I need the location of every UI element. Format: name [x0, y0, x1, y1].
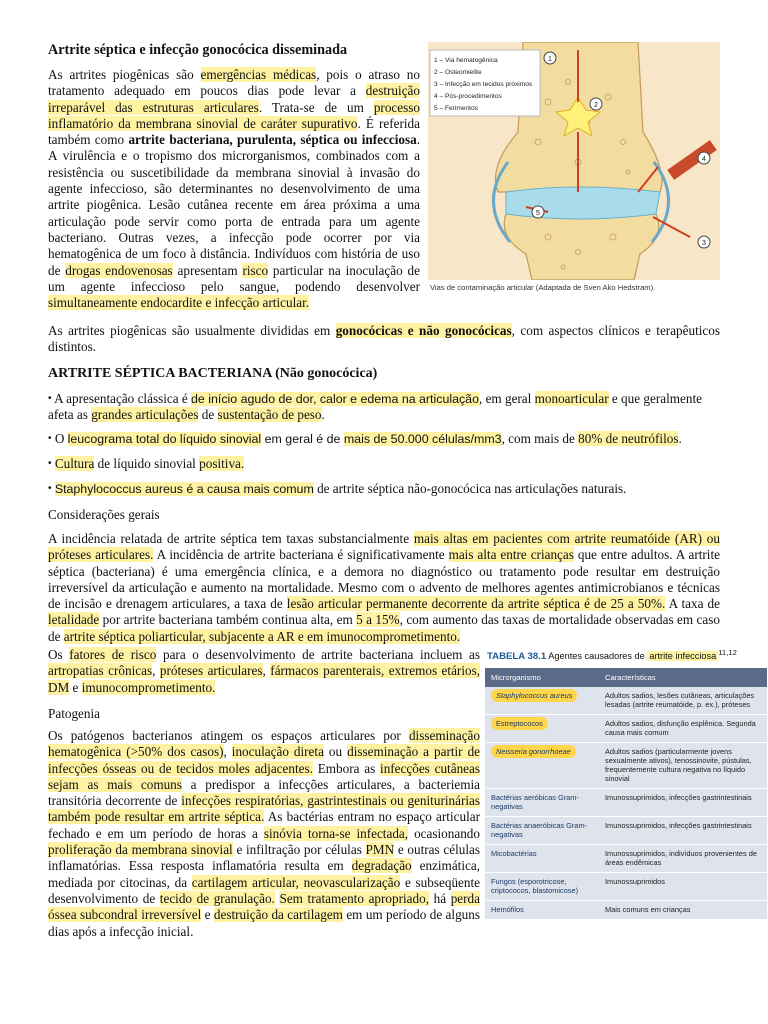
organism-cell: Bactérias anaeróbicas Gram-negativas [485, 817, 599, 845]
highlight: leucograma total do líquido sinovial [67, 432, 262, 446]
highlight: artropatias crônicas [48, 663, 153, 679]
highlight: mais de 50.000 células/mm3 [343, 432, 502, 446]
description-cell: Mais comuns em crianças [599, 901, 767, 920]
table-label: TABELA 38.1 [487, 651, 547, 663]
organism-cell: Fungos (esporotricose, criptococos, blastomicose) [485, 873, 599, 901]
legend-item: 2 – Osteomielite [434, 69, 482, 76]
table-caption: TABELA 38.1 Agentes causadores de artrite infecciosa $^{11,12}$ [487, 648, 737, 663]
table-header: Microrganismo [491, 673, 541, 683]
highlight: lesão articular permanente decorrente da artrite séptica é de 25 a 50%. [286, 596, 666, 612]
highlight: monoarticular [534, 391, 609, 406]
highlight: risco [242, 262, 269, 278]
description-cell: Adultos sadios, lesões cutâneas, articulações lesadas (artrite reumatóide, p. ex.), próteses [599, 687, 767, 715]
highlight: letalidade [48, 612, 100, 628]
highlight: mais alta entre crianças [448, 547, 574, 563]
highlight: degradação [351, 858, 412, 874]
risk-factors-paragraph: Os fatores de risco para o desenvolvimento de artrite bacteriana incluem as artropatias crônicas, próteses articulares, fármacos parenterais, extremos etários, DM e imunocomprometimento. [48, 647, 481, 695]
highlight: perda óssea subcondral irreversível [48, 890, 480, 923]
highlight: próteses articulares [159, 663, 263, 679]
highlight: infecções respiratórias, gastrintestinais ou geniturinárias também pode resultar em artrite séptica. [48, 793, 480, 825]
table-row [485, 743, 767, 789]
highlight: Sem tratamento apropriado, [279, 890, 429, 906]
description-cell: Adultos sadios (particularmente jovens sexualmente ativos), tenossinovite, pústulas, frequentemente cultura negativa no líquido sinovial [599, 743, 767, 789]
figure-caption: Vias de contaminação articular (Adaptada de Sven Ako Hedstram). [430, 283, 656, 292]
highlight: artrite séptica poliarticular, subjacente a AR e em imunocomprometimento. [63, 628, 461, 644]
table-row [485, 789, 767, 817]
legend-item: 1 – Via hematogênica [434, 57, 498, 64]
marker: 3 [702, 240, 706, 247]
considerations-title: Considerações gerais [48, 507, 160, 522]
highlight: infecções cutâneas sejam as mais comuns [48, 760, 481, 792]
highlight: de início agudo de dor, calor e edema na articulação [191, 392, 479, 406]
organism-cell: Micobactérias [485, 845, 599, 873]
highlight: fármacos parenterais, extremos etários, DM [48, 663, 481, 695]
highlight: inoculação direta [231, 744, 324, 760]
highlight: destruição irreparável das estruturas articulares [48, 83, 420, 115]
highlight: imunocomprometimento. [81, 679, 216, 695]
document-title: Artrite séptica e infecção gonocócica disseminada [48, 42, 348, 58]
pathogenesis-paragraph: Os patógenos bacterianos atingem os espaços articulares por disseminação hematogênica (>50% dos casos), inoculação direta ou disseminação a partir de infecções ósseas ou de tecidos moles adjacentes. Embora as infecções cutâneas sejam as mais comuns a predispor a infecções articulares, a bacteriemia transitória decorrente de infecções respiratórias, gastrintestinais ou geniturinárias também pode resultar em artrite séptica. As bactérias entram no espaço articular fechado e em um período de horas a sinóvia torna-se infectada, ocasionando proliferação da membrana sinovial e infiltração por células PMN e outras células inflamatórias. Essa resposta inflamatória resulta em degradação enzimática, mediada por citocinas, da cartilagem articular, neovascularização e subseqüente desenvolvimento de tecido de granulação. Sem tratamento apropriado, há perda óssea subcondral irreversível e destruição da cartilagem em um período de alguns dias após a infecção inicial. [48, 728, 481, 939]
table-row [485, 715, 767, 743]
table-row [485, 873, 767, 901]
description-cell: Imunossuprimidos, infecções gastrintestinais [599, 817, 767, 845]
legend-item: 3 – Infecção em tecidos próximos [434, 81, 533, 88]
organism-cell: Staphylococcus aureus [491, 689, 577, 702]
highlight: sustentação de peso [217, 407, 322, 423]
pathogenesis-title: Patogenia [48, 706, 101, 721]
highlight: emergências médicas [200, 67, 317, 82]
organism-cell: Neisseria gonorrhoeae [491, 745, 576, 758]
organism-cell: Estreptococos [491, 717, 548, 730]
description-cell: Adultos sadios, disfunção esplênica. Segunda causa mais comum [599, 715, 767, 743]
table-row [485, 817, 767, 845]
highlight: 80% de neutrófilos [578, 431, 679, 446]
highlight: fatores de risco [69, 647, 157, 662]
marker: 4 [702, 156, 706, 163]
table-header: Características [605, 673, 656, 683]
highlight: tecido de granulação. [159, 890, 275, 906]
bullet-item: • Cultura de líquido sinovial positiva. [48, 456, 245, 471]
marker: 2 [594, 102, 598, 109]
table-row [485, 901, 767, 920]
highlight: destruição da cartilagem [213, 907, 343, 923]
organism-cell: Hemófilos [485, 901, 599, 920]
bullet-item: • Staphylococcus aureus é a causa mais comum de artrite séptica não-gonocócica nas articulações naturais. [48, 481, 627, 496]
causative-agents-table [485, 648, 767, 920]
highlight: drogas endovenosas [65, 262, 173, 278]
highlight: PMN [365, 842, 395, 858]
bold-term: artrite bacteriana, purulenta, séptica ou infecciosa [128, 132, 417, 148]
highlight: processo inflamatório da membrana sinovial de caráter supurativo [48, 99, 420, 131]
legend-item: 4 – Pós-procedimentos [434, 93, 502, 100]
highlight: Cultura [54, 456, 95, 471]
classification-paragraph: As artrites piogênicas são usualmente divididas em gonocócicas e não gonocócicas, com aspectos clínicos e terapêuticos distintos. [48, 323, 721, 355]
joint-contamination-figure [428, 42, 720, 280]
highlight: simultaneamente endocardite e infecção articular. [48, 295, 310, 311]
table-row [485, 687, 767, 715]
highlight: artrite infecciosa [649, 651, 717, 662]
highlight: gonocócicas e não gonocócicas [335, 323, 512, 338]
description-cell: Imunossuprimidos, infecções gastrintestinais [599, 789, 767, 817]
highlight: cartilagem articular, neovascularização [191, 874, 401, 890]
considerations-paragraph: A incidência relatada de artrite séptica tem taxas substancialmente mais altas em pacientes com artrite reumatóide (AR) ou próteses articulares. A incidência de artrite bacteriana é significativamente mais alta entre crianças que entre adultos. A artrite séptica (bacteriana) é uma emergência clínica, e a demora no diagnóstico ou tratamento pode resultar em destruição irreversível da articulação e aumento na mortalidade. Mesmo com o advento de melhores agentes antimicrobianos e técnicas de incisão e drenagem articulares, a taxa de lesão articular permanente decorrente da artrite séptica é de 25 a 50%. A taxa de letalidade por artrite bacteriana também continua alta, em 5 a 15%, com aumento das taxas de mortalidade observadas em caso de artrite séptica poliarticular, subjacente a AR e em imunocomprometimento. [48, 531, 720, 644]
highlight: Staphylococcus aureus é a causa mais comum [54, 482, 314, 496]
description-cell: Imunossuprimidos [599, 873, 767, 901]
legend-item: 5 – Ferimentos [434, 105, 478, 112]
marker: 5 [536, 210, 540, 217]
intro-paragraph: As artrites piogênicas são emergências médicas, pois o atraso no tratamento adequado em poucos dias pode levar a destruição irreparável das estruturas articulares. Trata-se de um processo inflamatório da membrana sinovial de caráter supurativo. É referida também como artrite bacteriana, purulenta, séptica ou infecciosa. A virulência e o tropismo dos microrganismos, combinados com a resistência ou suscetibilidade da membrana sinovial à invasão do agente infeccioso, são determinantes no desenvolvimento de uma artrite piogênica. Lesão cutânea recente em área próxima a uma articulação pode servir como porta de entrada para um agente bacteriano. Outras vezes, a infecção pode ocorrer por via hematogênica de um foco à distância. Indivíduos com história de uso de drogas endovenosas apresentam risco particular na inoculação de um agente infeccioso pelo sangue, podendo desenvolver simultaneamente endocardite e infecção articular. [48, 67, 420, 311]
marker: 1 [548, 56, 552, 63]
section-title: ARTRITE SÉPTICA BACTERIANA (Não gonocócica) [48, 366, 378, 381]
highlight: mais altas em pacientes com artrite reumatóide (AR) ou próteses articulares. [48, 531, 720, 563]
highlight: disseminação a partir de infecções ósseas ou de tecidos moles adjacentes. [48, 744, 481, 776]
table-row [485, 845, 767, 873]
bullet-item: • O leucograma total do líquido sinovial em geral é de mais de 50.000 células/mm3, com mais de 80% de neutrófilos. [48, 431, 682, 446]
highlight: positiva. [199, 456, 245, 471]
highlight: grandes articulações [91, 407, 199, 423]
bullet-item: • A apresentação clássica é de início agudo de dor, calor e edema na articulação, em geral monoarticular e que geralmente afeta as grandes articulações de sustentação de peso. [48, 391, 702, 423]
organism-cell: Bactérias aeróbicas Gram-negativas [485, 789, 599, 817]
highlight: 5 a 15% [356, 612, 400, 628]
highlight: proliferação da membrana sinovial [48, 842, 233, 858]
table-header-row [485, 668, 767, 687]
description-cell: Imunossuprimidos, indivíduos provenientes de áreas endêmicas [599, 845, 767, 873]
highlight: disseminação hematogênica (>50% dos casos) [48, 728, 480, 760]
highlight: sinóvia torna-se infectada, [263, 825, 409, 841]
